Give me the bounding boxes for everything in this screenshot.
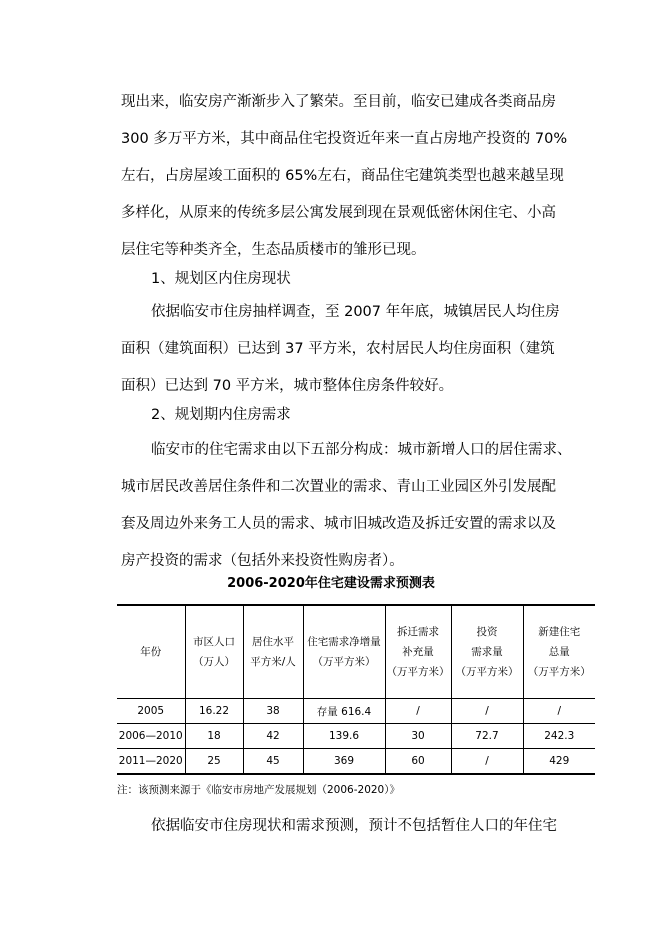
table-title: 2006-2020年住宅建设需求预测表 bbox=[227, 576, 435, 591]
table-cell: / bbox=[523, 699, 595, 724]
table-row bbox=[117, 749, 595, 775]
text-line: 依据临安市住房现状和需求预测，预计不包括暂住人口的年住宅 bbox=[151, 818, 557, 834]
header-text: 住宅需求净增量 bbox=[307, 636, 381, 648]
header-unit: （万平方米） bbox=[455, 666, 519, 678]
header-unit: （万平方米） bbox=[312, 656, 376, 668]
text-line: 房产投资的需求（包括外来投资性购房者）。 bbox=[121, 553, 404, 569]
table-cell: 369 bbox=[303, 749, 385, 775]
header-text: 总量 bbox=[548, 646, 570, 658]
table-cell: / bbox=[451, 749, 523, 775]
closing-paragraph bbox=[121, 808, 601, 845]
text-line: 300 多万平方米，其中商品住宅投资近年来一直占房地产投资的 70% bbox=[121, 131, 568, 147]
table-cell: 存量 616.4 bbox=[303, 699, 385, 724]
table-cell: 25 bbox=[185, 749, 243, 775]
table-cell: 60 bbox=[385, 749, 451, 775]
text-line: 层住宅等种类齐全，生态品质楼市的雏形已现。 bbox=[121, 242, 426, 258]
table-cell: 139.6 bbox=[303, 724, 385, 749]
header-text: 新建住宅 bbox=[538, 626, 581, 638]
text-line: 现出来，临安房产渐渐步入了繁荣。至目前，临安已建成各类商品房 bbox=[121, 94, 556, 110]
table-row bbox=[117, 699, 595, 724]
section-2-heading: 2、规划期内住房需求 bbox=[151, 407, 291, 423]
header-unit: 平方米/人 bbox=[250, 656, 296, 668]
header-text: 年份 bbox=[140, 646, 162, 658]
table-cell: 45 bbox=[243, 749, 303, 775]
table-cell: 42 bbox=[243, 724, 303, 749]
table-header-row bbox=[117, 605, 595, 699]
section-1-heading: 1、规划区内住房现状 bbox=[151, 271, 291, 287]
table-cell: 18 bbox=[185, 724, 243, 749]
header-cell-investment bbox=[451, 605, 523, 699]
table-cell: 38 bbox=[243, 699, 303, 724]
text-line: 面积）已达到 70 平方米，城市整体住房条件较好。 bbox=[121, 378, 454, 394]
header-text: 投资 bbox=[476, 626, 498, 638]
table-cell: 16.22 bbox=[185, 699, 243, 724]
text-line: 多样化，从原来的传统多层公寓发展到现在景观低密休闲住宅、小高 bbox=[121, 205, 556, 221]
header-cell-total bbox=[523, 605, 595, 699]
table-cell: 2005 bbox=[117, 699, 185, 724]
text-line: 左右，占房屋竣工面积的 65%左右，商品住宅建筑类型也越来越呈现 bbox=[121, 168, 564, 184]
table-cell: 429 bbox=[523, 749, 595, 775]
text-line: 城市居民改善居住条件和二次置业的需求、青山工业园区外引发展配 bbox=[121, 479, 556, 495]
header-text: 居住水平 bbox=[252, 636, 294, 648]
header-text: 需求量 bbox=[471, 646, 503, 658]
table-cell: / bbox=[385, 699, 451, 724]
table-cell: 2006—2010 bbox=[117, 724, 185, 749]
table-cell: 2011—2020 bbox=[117, 749, 185, 775]
header-unit: （万人） bbox=[193, 656, 235, 668]
section-2-paragraph bbox=[121, 432, 601, 580]
header-text: 拆迁需求 bbox=[397, 626, 439, 638]
section-1-paragraph bbox=[121, 294, 601, 405]
header-text: 补充量 bbox=[402, 646, 434, 658]
demand-forecast-table bbox=[117, 604, 595, 775]
text-line: 临安市的住宅需求由以下五部分构成：城市新增人口的居住需求、 bbox=[151, 442, 572, 458]
intro-paragraph bbox=[121, 84, 601, 269]
header-unit: （万平方米） bbox=[386, 666, 450, 678]
header-unit: （万平方米） bbox=[527, 666, 591, 678]
header-text: 市区人口 bbox=[193, 636, 235, 648]
table-cell: / bbox=[451, 699, 523, 724]
table-row bbox=[117, 724, 595, 749]
header-cell-population bbox=[185, 605, 243, 699]
table-source-note: 注：该预测来源于《临安市房地产发展规划（2006-2020）》 bbox=[117, 784, 400, 796]
table-cell: 242.3 bbox=[523, 724, 595, 749]
header-cell-net-increase bbox=[303, 605, 385, 699]
header-cell-living-level bbox=[243, 605, 303, 699]
table-cell: 30 bbox=[385, 724, 451, 749]
text-line: 面积（建筑面积）已达到 37 平方米，农村居民人均住房面积（建筑 bbox=[121, 341, 555, 357]
table-cell: 72.7 bbox=[451, 724, 523, 749]
header-cell-year bbox=[117, 605, 185, 699]
header-cell-demolition bbox=[385, 605, 451, 699]
text-line: 依据临安市住房抽样调查，至 2007 年年底，城镇居民人均住房 bbox=[151, 304, 560, 320]
text-line: 套及周边外来务工人员的需求、城市旧城改造及拆迁安置的需求以及 bbox=[121, 516, 556, 532]
